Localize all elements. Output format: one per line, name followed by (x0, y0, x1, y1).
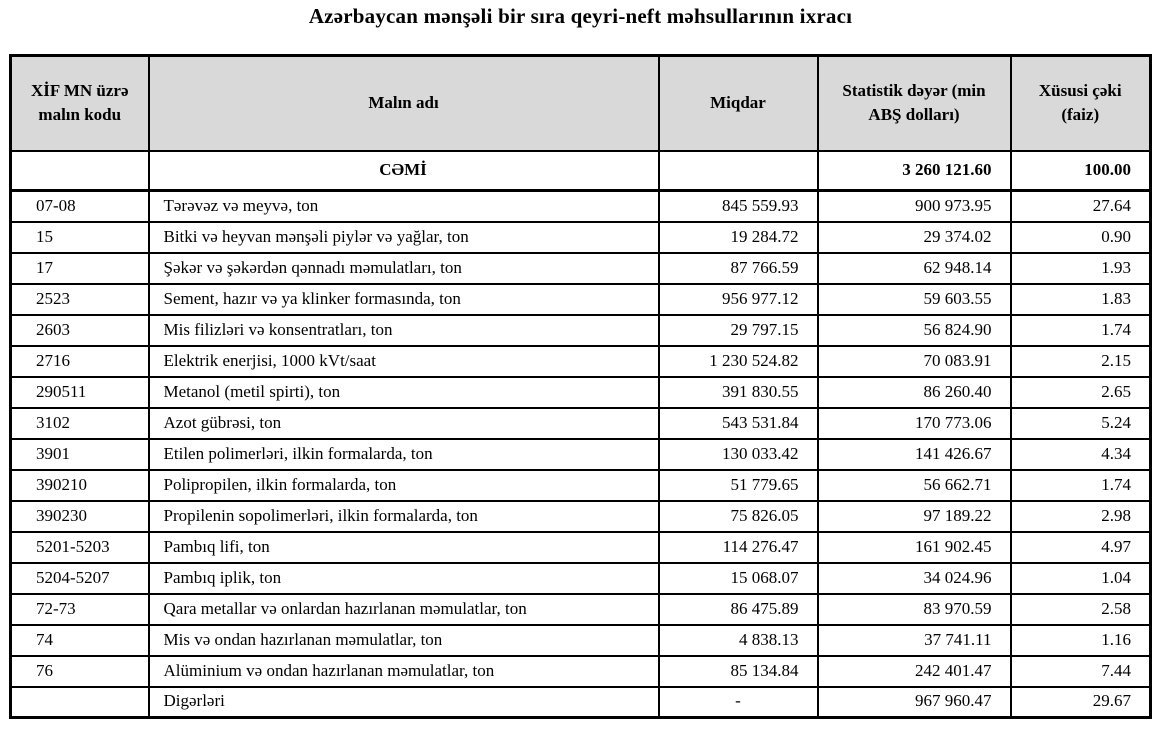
cell-name: Elektrik enerjisi, 1000 kVt/saat (149, 346, 659, 377)
cell-code: 3102 (11, 408, 149, 439)
cell-code (11, 687, 149, 718)
table-row (11, 346, 1151, 377)
cell-name: Pambıq lifi, ton (149, 532, 659, 563)
table-row (11, 222, 1151, 253)
cell-quantity: 51 779.65 (659, 470, 818, 501)
cell-quantity: 845 559.93 (659, 191, 818, 222)
cell-quantity: 29 797.15 (659, 315, 818, 346)
cell-share: 1.74 (1011, 470, 1151, 501)
table-row (11, 501, 1151, 532)
table-row (11, 470, 1151, 501)
cell-share: 2.15 (1011, 346, 1151, 377)
cell-name: Sement, hazır və ya klinker formasında, ton (149, 284, 659, 315)
table-row (11, 625, 1151, 656)
total-label: CƏMİ (149, 151, 659, 191)
cell-name: Azot gübrəsi, ton (149, 408, 659, 439)
cell-name: Qara metallar və onlardan hazırlanan məmulatlar, ton (149, 594, 659, 625)
cell-share: 4.97 (1011, 532, 1151, 563)
cell-code: 17 (11, 253, 149, 284)
cell-quantity: 87 766.59 (659, 253, 818, 284)
cell-code: 2716 (11, 346, 149, 377)
cell-name: Propilenin sopolimerləri, ilkin formalarda, ton (149, 501, 659, 532)
export-table (9, 54, 1152, 719)
cell-value: 170 773.06 (818, 408, 1011, 439)
cell-share: 2.65 (1011, 377, 1151, 408)
table-row (11, 377, 1151, 408)
cell-quantity: 114 276.47 (659, 532, 818, 563)
table-row (11, 315, 1151, 346)
cell-share: 5.24 (1011, 408, 1151, 439)
header-row (11, 56, 1151, 151)
cell-code: 72-73 (11, 594, 149, 625)
total-share: 100.00 (1011, 151, 1151, 191)
cell-code: 290511 (11, 377, 149, 408)
total-code-cell (11, 151, 149, 191)
header-share: Xüsusi çəki (faiz) (1011, 56, 1151, 151)
cell-quantity: 86 475.89 (659, 594, 818, 625)
cell-value: 900 973.95 (818, 191, 1011, 222)
cell-quantity: 956 977.12 (659, 284, 818, 315)
cell-share: 1.04 (1011, 563, 1151, 594)
table-row (11, 439, 1151, 470)
cell-quantity: 19 284.72 (659, 222, 818, 253)
cell-name: Mis filizləri və konsentratları, ton (149, 315, 659, 346)
cell-share: 2.98 (1011, 501, 1151, 532)
cell-code: 15 (11, 222, 149, 253)
cell-share: 1.93 (1011, 253, 1151, 284)
table-row (11, 687, 1151, 718)
cell-value: 29 374.02 (818, 222, 1011, 253)
cell-code: 5204-5207 (11, 563, 149, 594)
cell-share: 27.64 (1011, 191, 1151, 222)
cell-value: 97 189.22 (818, 501, 1011, 532)
cell-code: 390210 (11, 470, 149, 501)
header-code: XİF MN üzrə malın kodu (11, 56, 149, 151)
cell-value: 141 426.67 (818, 439, 1011, 470)
cell-quantity: 391 830.55 (659, 377, 818, 408)
cell-value: 62 948.14 (818, 253, 1011, 284)
cell-quantity: 4 838.13 (659, 625, 818, 656)
header-quantity: Miqdar (659, 56, 818, 151)
cell-name: Bitki və heyvan mənşəli piylər və yağlar, ton (149, 222, 659, 253)
header-name: Malın adı (149, 56, 659, 151)
table-row (11, 284, 1151, 315)
cell-name: Alüminium və ondan hazırlanan məmulatlar, ton (149, 656, 659, 687)
cell-name: Metanol (metil spirti), ton (149, 377, 659, 408)
table-row (11, 656, 1151, 687)
cell-code: 5201-5203 (11, 532, 149, 563)
cell-quantity: 75 826.05 (659, 501, 818, 532)
cell-value: 86 260.40 (818, 377, 1011, 408)
cell-code: 07-08 (11, 191, 149, 222)
table-row (11, 594, 1151, 625)
cell-code: 2523 (11, 284, 149, 315)
cell-value: 83 970.59 (818, 594, 1011, 625)
cell-value: 967 960.47 (818, 687, 1011, 718)
cell-code: 74 (11, 625, 149, 656)
table-row (11, 191, 1151, 222)
total-quantity-cell (659, 151, 818, 191)
table-row (11, 253, 1151, 284)
cell-value: 37 741.11 (818, 625, 1011, 656)
cell-quantity: 15 068.07 (659, 563, 818, 594)
cell-share: 0.90 (1011, 222, 1151, 253)
cell-value: 70 083.91 (818, 346, 1011, 377)
cell-name: Tərəvəz və meyvə, ton (149, 191, 659, 222)
cell-share: 1.16 (1011, 625, 1151, 656)
cell-share: 1.74 (1011, 315, 1151, 346)
cell-value: 56 824.90 (818, 315, 1011, 346)
table-row (11, 532, 1151, 563)
cell-value: 59 603.55 (818, 284, 1011, 315)
header-value: Statistik dəyər (min ABŞ dolları) (818, 56, 1011, 151)
cell-code: 3901 (11, 439, 149, 470)
cell-code: 2603 (11, 315, 149, 346)
cell-share: 4.34 (1011, 439, 1151, 470)
table-row (11, 563, 1151, 594)
cell-quantity: 543 531.84 (659, 408, 818, 439)
cell-code: 76 (11, 656, 149, 687)
cell-name: Pambıq iplik, ton (149, 563, 659, 594)
cell-value: 161 902.45 (818, 532, 1011, 563)
cell-value: 56 662.71 (818, 470, 1011, 501)
cell-value: 34 024.96 (818, 563, 1011, 594)
cell-name: Şəkər və şəkərdən qənnadı məmulatları, ton (149, 253, 659, 284)
cell-value: 242 401.47 (818, 656, 1011, 687)
page-title: Azərbaycan mənşəli bir sıra qeyri-neft məhsullarının ixracı (308, 4, 853, 28)
cell-quantity: 130 033.42 (659, 439, 818, 470)
cell-name: Polipropilen, ilkin formalarda, ton (149, 470, 659, 501)
cell-code: 390230 (11, 501, 149, 532)
cell-quantity: - (659, 687, 818, 718)
cell-name: Mis və ondan hazırlanan məmulatlar, ton (149, 625, 659, 656)
cell-share: 2.58 (1011, 594, 1151, 625)
cell-share: 1.83 (1011, 284, 1151, 315)
cell-share: 29.67 (1011, 687, 1151, 718)
cell-quantity: 85 134.84 (659, 656, 818, 687)
total-value: 3 260 121.60 (818, 151, 1011, 191)
table-row (11, 408, 1151, 439)
cell-name: Digərləri (149, 687, 659, 718)
cell-quantity: 1 230 524.82 (659, 346, 818, 377)
total-row (11, 151, 1151, 191)
cell-name: Etilen polimerləri, ilkin formalarda, ton (149, 439, 659, 470)
cell-share: 7.44 (1011, 656, 1151, 687)
